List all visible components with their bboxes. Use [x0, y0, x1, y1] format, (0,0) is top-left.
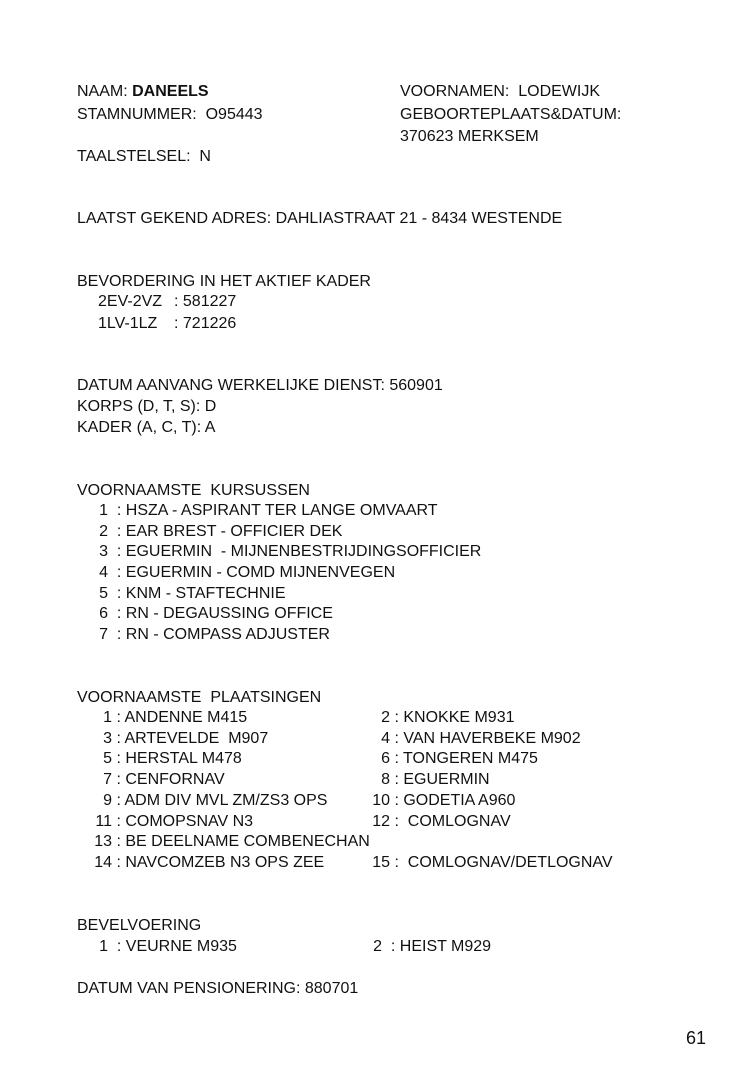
posting-right — [368, 853, 613, 873]
posting-number: 12 — [372, 813, 390, 830]
course-item — [90, 625, 330, 645]
voornamen-label: VOORNAMEN: — [400, 83, 510, 100]
posting-number: 7 — [103, 771, 112, 788]
posting-number: 10 — [372, 792, 390, 809]
course-item — [90, 501, 438, 521]
posting-number: 2 — [381, 709, 390, 726]
page-number: 61 — [686, 1028, 707, 1048]
postings-heading: VOORNAAMSTE PLAATSINGEN — [77, 689, 322, 706]
command-number: 1 — [99, 938, 108, 955]
posting-text: : KNOKKE M931 — [394, 709, 515, 726]
service-kader: KADER (A, C, T): A — [77, 419, 216, 436]
posting-text: : BE DEELNAME COMBENECHAN — [116, 833, 370, 850]
taalstelsel-line — [77, 147, 211, 167]
taalstelsel-label: TAALSTELSEL: — [77, 148, 191, 165]
posting-text: : GODETIA A960 — [394, 792, 516, 809]
name-line — [77, 82, 209, 102]
course-text: : EAR BREST - OFFICIER DEK — [116, 523, 343, 540]
posting-number: 11 — [95, 813, 112, 830]
posting-text: : HERSTAL M478 — [116, 750, 242, 767]
posting-text: : ARTEVELDE M907 — [116, 730, 269, 747]
posting-number: 4 — [381, 730, 390, 747]
promotion-item — [98, 314, 236, 334]
naam-label: NAAM: — [77, 83, 128, 100]
promotion-date: : 721226 — [174, 315, 237, 332]
posting-right — [368, 729, 581, 749]
course-text: : HSZA - ASPIRANT TER LANGE OMVAART — [116, 502, 438, 519]
posting-number: 14 — [94, 854, 112, 871]
command-number: 2 — [373, 938, 382, 955]
posting-left — [90, 853, 324, 873]
command-text: : VEURNE M935 — [116, 938, 237, 955]
course-text: : EGUERMIN - MIJNENBESTRIJDINGSOFFICIER — [116, 543, 482, 560]
posting-text: : COMOPSNAV N3 — [116, 813, 254, 830]
posting-right — [368, 770, 490, 790]
promotion-heading: BEVORDERING IN HET AKTIEF KADER — [77, 273, 371, 290]
course-text: : KNM - STAFTECHNIE — [116, 585, 286, 602]
address-line — [77, 209, 562, 229]
course-item — [90, 563, 395, 583]
promotion-item — [98, 292, 236, 312]
posting-number: 3 — [103, 730, 112, 747]
promotion-date: : 581227 — [174, 293, 237, 310]
posting-text: : COMLOGNAV — [394, 813, 511, 830]
courses-heading: VOORNAAMSTE KURSUSSEN — [77, 482, 310, 499]
voornamen-line — [400, 82, 600, 102]
posting-right — [368, 812, 511, 832]
posting-left — [90, 812, 253, 832]
course-number: 1 — [99, 502, 108, 519]
course-item — [90, 584, 285, 604]
course-item — [90, 522, 342, 542]
taalstelsel-value: N — [199, 148, 211, 165]
service-korps: KORPS (D, T, S): D — [77, 398, 217, 415]
posting-text: : EGUERMIN — [394, 771, 490, 788]
posting-text: : ADM DIV MVL ZM/ZS3 OPS — [116, 792, 328, 809]
course-text: : EGUERMIN - COMD MIJNENVEGEN — [116, 564, 396, 581]
posting-right — [368, 791, 515, 811]
posting-number: 1 — [103, 709, 112, 726]
course-number: 7 — [99, 626, 108, 643]
course-number: 5 — [99, 585, 108, 602]
course-item — [90, 604, 333, 624]
course-number: 6 — [99, 605, 108, 622]
course-item — [90, 542, 481, 562]
posting-right — [368, 708, 515, 728]
posting-text: : NAVCOMZEB N3 OPS ZEE — [116, 854, 325, 871]
pension-line: DATUM VAN PENSIONERING: 880701 — [77, 980, 359, 997]
posting-left — [90, 729, 268, 749]
stamnummer-line — [77, 105, 263, 125]
course-number: 2 — [99, 523, 108, 540]
naam-value: DANEELS — [132, 83, 209, 100]
posting-left — [90, 749, 242, 769]
posting-right — [368, 749, 538, 769]
service-start: DATUM AANVANG WERKELIJKE DIENST: 560901 — [77, 377, 443, 394]
voornamen-value: LODEWIJK — [518, 83, 601, 100]
command-left — [90, 937, 237, 957]
command-right — [368, 937, 491, 957]
promotion-rank: 1LV-1LZ — [98, 315, 158, 332]
address-value: DAHLIASTRAAT 21 - 8434 WESTENDE — [275, 210, 563, 227]
course-text: : RN - COMPASS ADJUSTER — [116, 626, 330, 643]
course-number: 4 — [99, 564, 108, 581]
posting-text: : ANDENNE M415 — [116, 709, 248, 726]
address-label: LAATST GEKEND ADRES: — [77, 210, 272, 227]
posting-text: : VAN HAVERBEKE M902 — [394, 730, 581, 747]
posting-number: 15 — [372, 854, 390, 871]
posting-number: 9 — [103, 792, 112, 809]
stamnummer-label: STAMNUMMER: — [77, 106, 197, 123]
posting-left — [90, 791, 327, 811]
posting-left — [90, 708, 247, 728]
stamnummer-value: O95443 — [205, 106, 263, 123]
posting-text: : COMLOGNAV/DETLOGNAV — [394, 854, 613, 871]
promotion-rank: 2EV-2VZ — [98, 293, 163, 310]
course-number: 3 — [99, 543, 108, 560]
posting-left — [90, 770, 225, 790]
posting-text: : TONGEREN M475 — [394, 750, 538, 767]
geboorte-label: GEBOORTEPLAATS&DATUM: — [400, 106, 622, 123]
command-text: : HEIST M929 — [390, 938, 492, 955]
posting-number: 6 — [381, 750, 390, 767]
posting-text: : CENFORNAV — [116, 771, 225, 788]
posting-number: 8 — [381, 771, 390, 788]
posting-number: 13 — [94, 833, 112, 850]
course-text: : RN - DEGAUSSING OFFICE — [116, 605, 333, 622]
geboorte-value: 370623 MERKSEM — [400, 128, 539, 145]
posting-left — [90, 832, 370, 852]
command-heading: BEVELVOERING — [77, 917, 202, 934]
posting-number: 5 — [103, 750, 112, 767]
